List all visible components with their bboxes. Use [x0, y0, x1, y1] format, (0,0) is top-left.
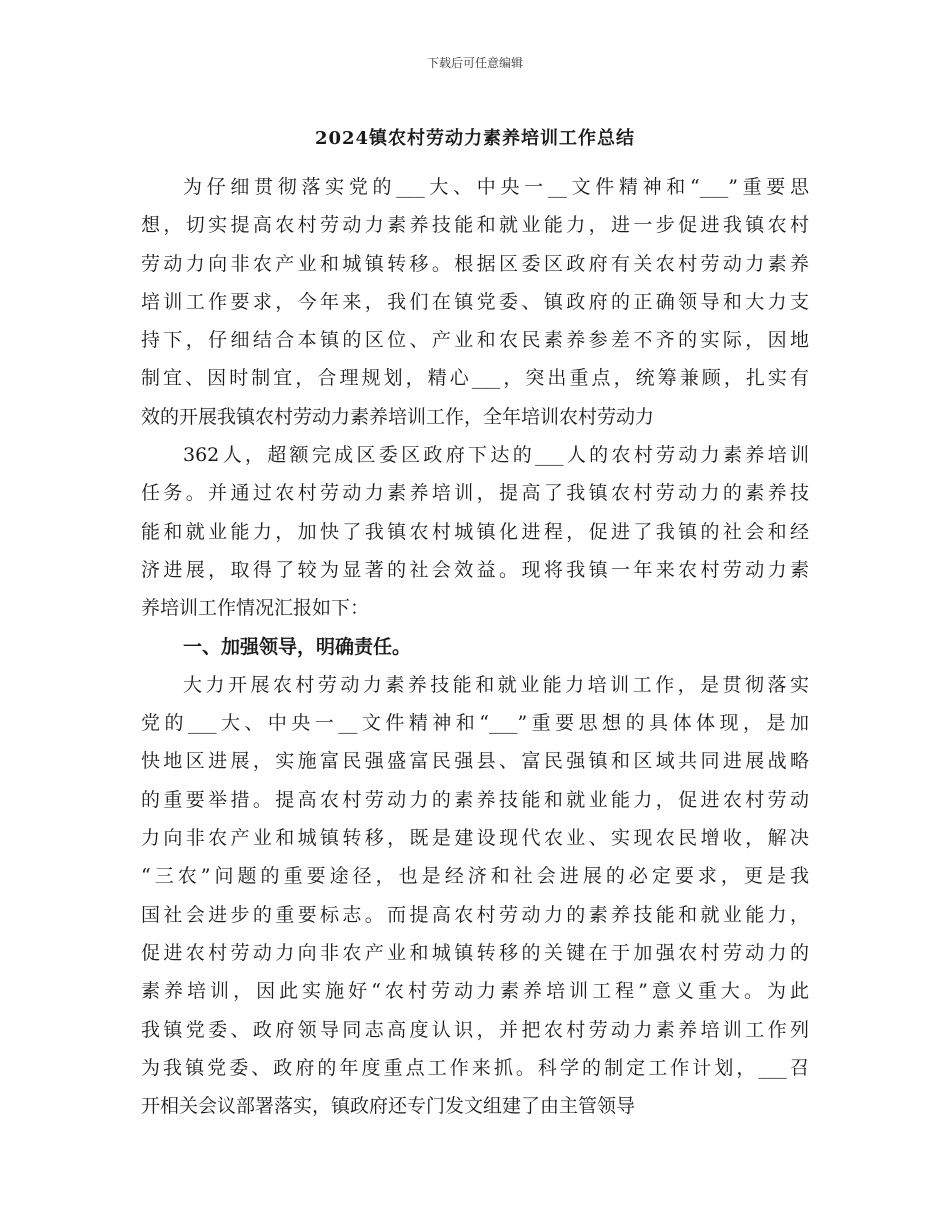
text-line: 能和就业能力，加快了我镇农村城镇化进程，促进了我镇的社会和经	[141, 520, 809, 543]
document-body	[141, 168, 809, 1125]
header-note: 下载后可任意编辑	[426, 56, 523, 70]
text-line: 为我镇党委、政府的年度重点工作来抓。科学的制定工作计划，___召	[141, 1056, 809, 1079]
text-line: 快地区进展，实施富民强盛富民强县、富民强镇和区域共同进展战略	[141, 750, 809, 773]
text-line: 效的开展我镇农村劳动力素养培训工作，全年培训农村劳动力	[141, 405, 655, 428]
text-line: 我镇党委、政府领导同志高度认识，并把农村劳动力素养培训工作列	[141, 1018, 809, 1041]
text-line: 素养培训，因此实施好“农村劳动力素养培训工程”意义重大。为此	[141, 980, 809, 1003]
text-line: 济进展，取得了较为显著的社会效益。现将我镇一年来农村劳动力素	[141, 558, 809, 581]
text-line: 持下，仔细结合本镇的区位、产业和农民素养参差不齐的实际，因地	[141, 329, 809, 352]
text-line: 力向非农产业和城镇转移，既是建设现代农业、实现农民增收，解决	[141, 827, 809, 850]
text-line: 362人，超额完成区委区政府下达的___人的农村劳动力素养培训	[183, 444, 809, 467]
text-line: 国社会进步的重要标志。而提高农村劳动力的素养技能和就业能力，	[141, 903, 809, 926]
text-line: 党的___大、中央一__文件精神和“___”重要思想的具体体现，是加	[141, 712, 809, 735]
text-line: 制宜、因时制宜，合理规划，精心___，突出重点，统筹兼顾，扎实有	[141, 367, 809, 390]
text-line: 促进农村劳动力向非农产业和城镇转移的关键在于加强农村劳动力的	[141, 941, 809, 964]
section-heading: 一、加强领导，明确责任。	[183, 635, 412, 658]
text-line: 培训工作要求，今年来，我们在镇党委、镇政府的正确领导和大力支	[141, 290, 809, 313]
text-line: 的重要举措。提高农村劳动力的素养技能和就业能力，促进农村劳动	[141, 788, 809, 811]
text-line: 养培训工作情况汇报如下：	[141, 597, 370, 620]
text-line: 想，切实提高农村劳动力素养技能和就业能力，进一步促进我镇农村	[141, 214, 809, 237]
text-line: “三农”问题的重要途径，也是经济和社会进展的必定要求，更是我	[141, 865, 809, 888]
text-line: 大力开展农村劳动力素养技能和就业能力培训工作，是贯彻落实	[183, 673, 809, 696]
text-line: 开相关会议部署落实，镇政府还专门发文组建了由主管领导	[141, 1095, 636, 1118]
text-line: 劳动力向非农产业和城镇转移。根据区委区政府有关农村劳动力素养	[141, 252, 809, 275]
text-line: 为仔细贯彻落实党的___大、中央一__文件精神和“___”重要思	[183, 176, 809, 198]
text-line: 任务。并通过农村劳动力素养培训，提高了我镇农村劳动力的素养技	[141, 482, 809, 505]
document-title: 2024镇农村劳动力素养培训工作总结	[314, 128, 636, 149]
